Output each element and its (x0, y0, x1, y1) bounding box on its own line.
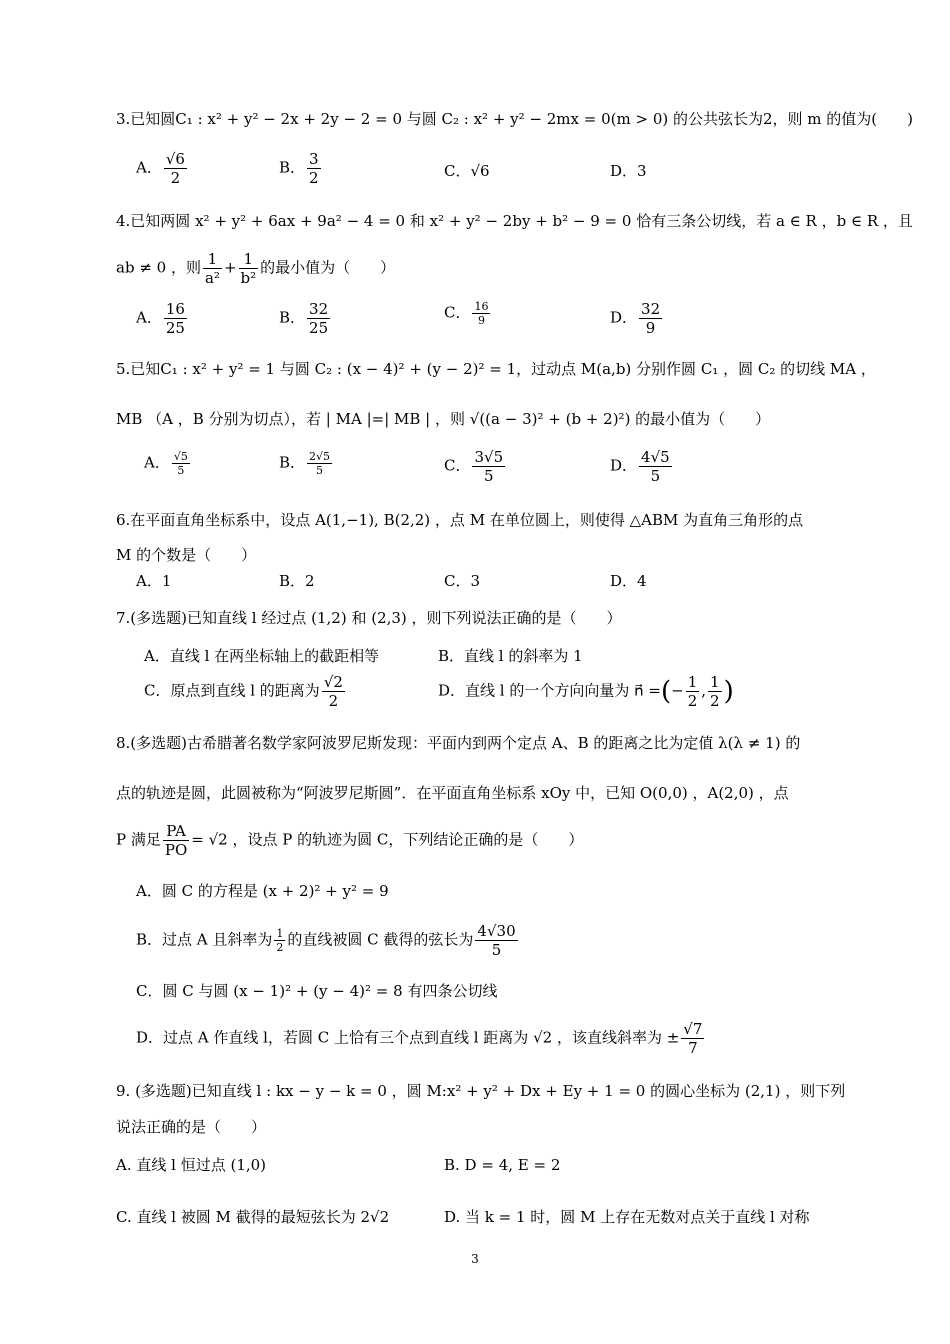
q8-stem-line2: 点的轨迹是圆，此圆被称为“阿波罗尼斯圆”．在平面直角坐标系 xOy 中，已知 O(0,0) ，A(2,0) ，点 (116, 784, 789, 802)
q8-option-b: B．过点 A 且斜率为 $\frac{1}{2}$ 的直线被圆 C 截得的弦长为 $\frac{4√30}{5}$ (136, 922, 516, 959)
q8-option-c: C．圆 C 与圆 (x − 1)² + (y − 4)² = 8 有四条公切线 (136, 982, 498, 1000)
q9-option-d: D. 当 k = 1 时，圆 M 上存在无数对点关于直线 l 对称 (444, 1208, 810, 1226)
q4-option-a: A． $\frac{16}{25}$ (136, 300, 185, 337)
q4-stem-line2: ab ≠ 0 ，则 $\frac{1}{\text{a²}}$ + $\frac{1}{\text{b²}}$ 的最小值为（ ） (116, 250, 396, 287)
q7-option-a: A．直线 l 在两坐标轴上的截距相等 (144, 647, 380, 665)
q8-stem-line1: 8.(多选题)古希腊著名数学家阿波罗尼斯发现：平面内到两个定点 A、B 的距离之比为定值 λ(λ ≠ 1) 的 (116, 734, 801, 752)
q3-option-c: C．√6 (444, 162, 490, 180)
q4-option-b: B． $\frac{32}{25}$ (279, 300, 329, 337)
q8-stem-line3: P 满足 $\frac{PA}{PO}$ = √2 ，设点 P 的轨迹为圆 C，下列结论正确的是（ ） (116, 822, 584, 859)
q5-option-b: B． $\frac{2√5}{5}$ (279, 450, 331, 477)
q6-option-a: A．1 (136, 572, 172, 590)
q5-stem-line2: MB （A ，B 分别为切点），若 | MA |=| MB | ，则 √((a − 3)² + (b + 2)²) 的最小值为（ ） (116, 410, 771, 428)
q5-stem-line1: 5.已知C₁ : x² + y² = 1 与圆 C₂ : (x − 4)² + (y − 2)² = 1，过动点 M(a,b) 分别作圆 C₁ ，圆 C₂ 的切线 MA ， (116, 360, 876, 378)
q9-stem-line1: 9. (多选题)已知直线 l : kx − y − k = 0 ，圆 M:x² + y² + Dx + Ey + 1 = 0 的圆心坐标为 (2,1) ，则下列 (116, 1082, 846, 1100)
q6-option-d: D．4 (610, 572, 647, 590)
q7-option-d: D．直线 l 的一个方向向量为 n⃗ =(− $\frac{1}{2}$ , $\frac{1}{2}$ ) (438, 673, 734, 710)
q4-option-d: D． $\frac{32}{9}$ (610, 300, 661, 337)
q6-stem-line1: 6.在平面直角坐标系中，设点 A(1,−1), B(2,2) ，点 M 在单位圆上，则使得 △ABM 为直角三角形的点 (116, 511, 804, 529)
q8-option-d: D．过点 A 作直线 l，若圆 C 上恰有三个点到直线 l 距离为 √2 ，该直线斜率为 ± $\frac{√7}{7}$ (136, 1020, 703, 1057)
q5-option-c: C． $\frac{3√5}{5}$ (444, 448, 504, 485)
q3-option-b: B． $\frac{3}{2}$ (279, 150, 319, 187)
q9-option-a: A. 直线 l 恒过点 (1,0) (116, 1156, 267, 1174)
q9-option-b: B. D = 4, E = 2 (444, 1156, 561, 1174)
q3-stem: 3.已知圆C₁ : x² + y² − 2x + 2y − 2 = 0 与圆 C₂ : x² + y² − 2mx = 0(m > 0) 的公共弦长为2，则 m 的值为( ) (116, 110, 913, 128)
q6-stem-line2: M 的个数是（ ） (116, 546, 257, 564)
q8-option-a: A．圆 C 的方程是 (x + 2)² + y² = 9 (136, 882, 389, 900)
q7-stem: 7.(多选题)已知直线 l 经过点 (1,2) 和 (2,3) ，则下列说法正确的是（ ） (116, 609, 622, 627)
q7-option-c: C．原点到直线 l 的距离为 $\frac{√2}{2}$ (144, 673, 343, 710)
q5-option-a: A． $\frac{√5}{5}$ (144, 450, 188, 477)
q5-option-d: D． $\frac{4√5}{5}$ (610, 448, 670, 485)
q9-stem-line2: 说法正确的是（ ） (116, 1118, 267, 1136)
q4-option-c: C． $\frac{16}{9}$ (444, 300, 489, 327)
q9-option-c: C. 直线 l 被圆 M 截得的最短弦长为 2√2 (116, 1208, 390, 1226)
q6-option-c: C．3 (444, 572, 481, 590)
q7-option-b: B．直线 l 的斜率为 1 (438, 647, 583, 665)
q6-option-b: B．2 (279, 572, 315, 590)
page-number: 3 (471, 1252, 479, 1266)
q3-option-d: D．3 (610, 162, 647, 180)
q3-option-a: A． $\frac{√6}{2}$ (136, 150, 185, 187)
q4-stem-line1: 4.已知两圆 x² + y² + 6ax + 9a² − 4 = 0 和 x² + y² − 2by + b² − 9 = 0 恰有三条公切线，若 a ∈ R ，b ∈ R ，且 (116, 212, 913, 230)
